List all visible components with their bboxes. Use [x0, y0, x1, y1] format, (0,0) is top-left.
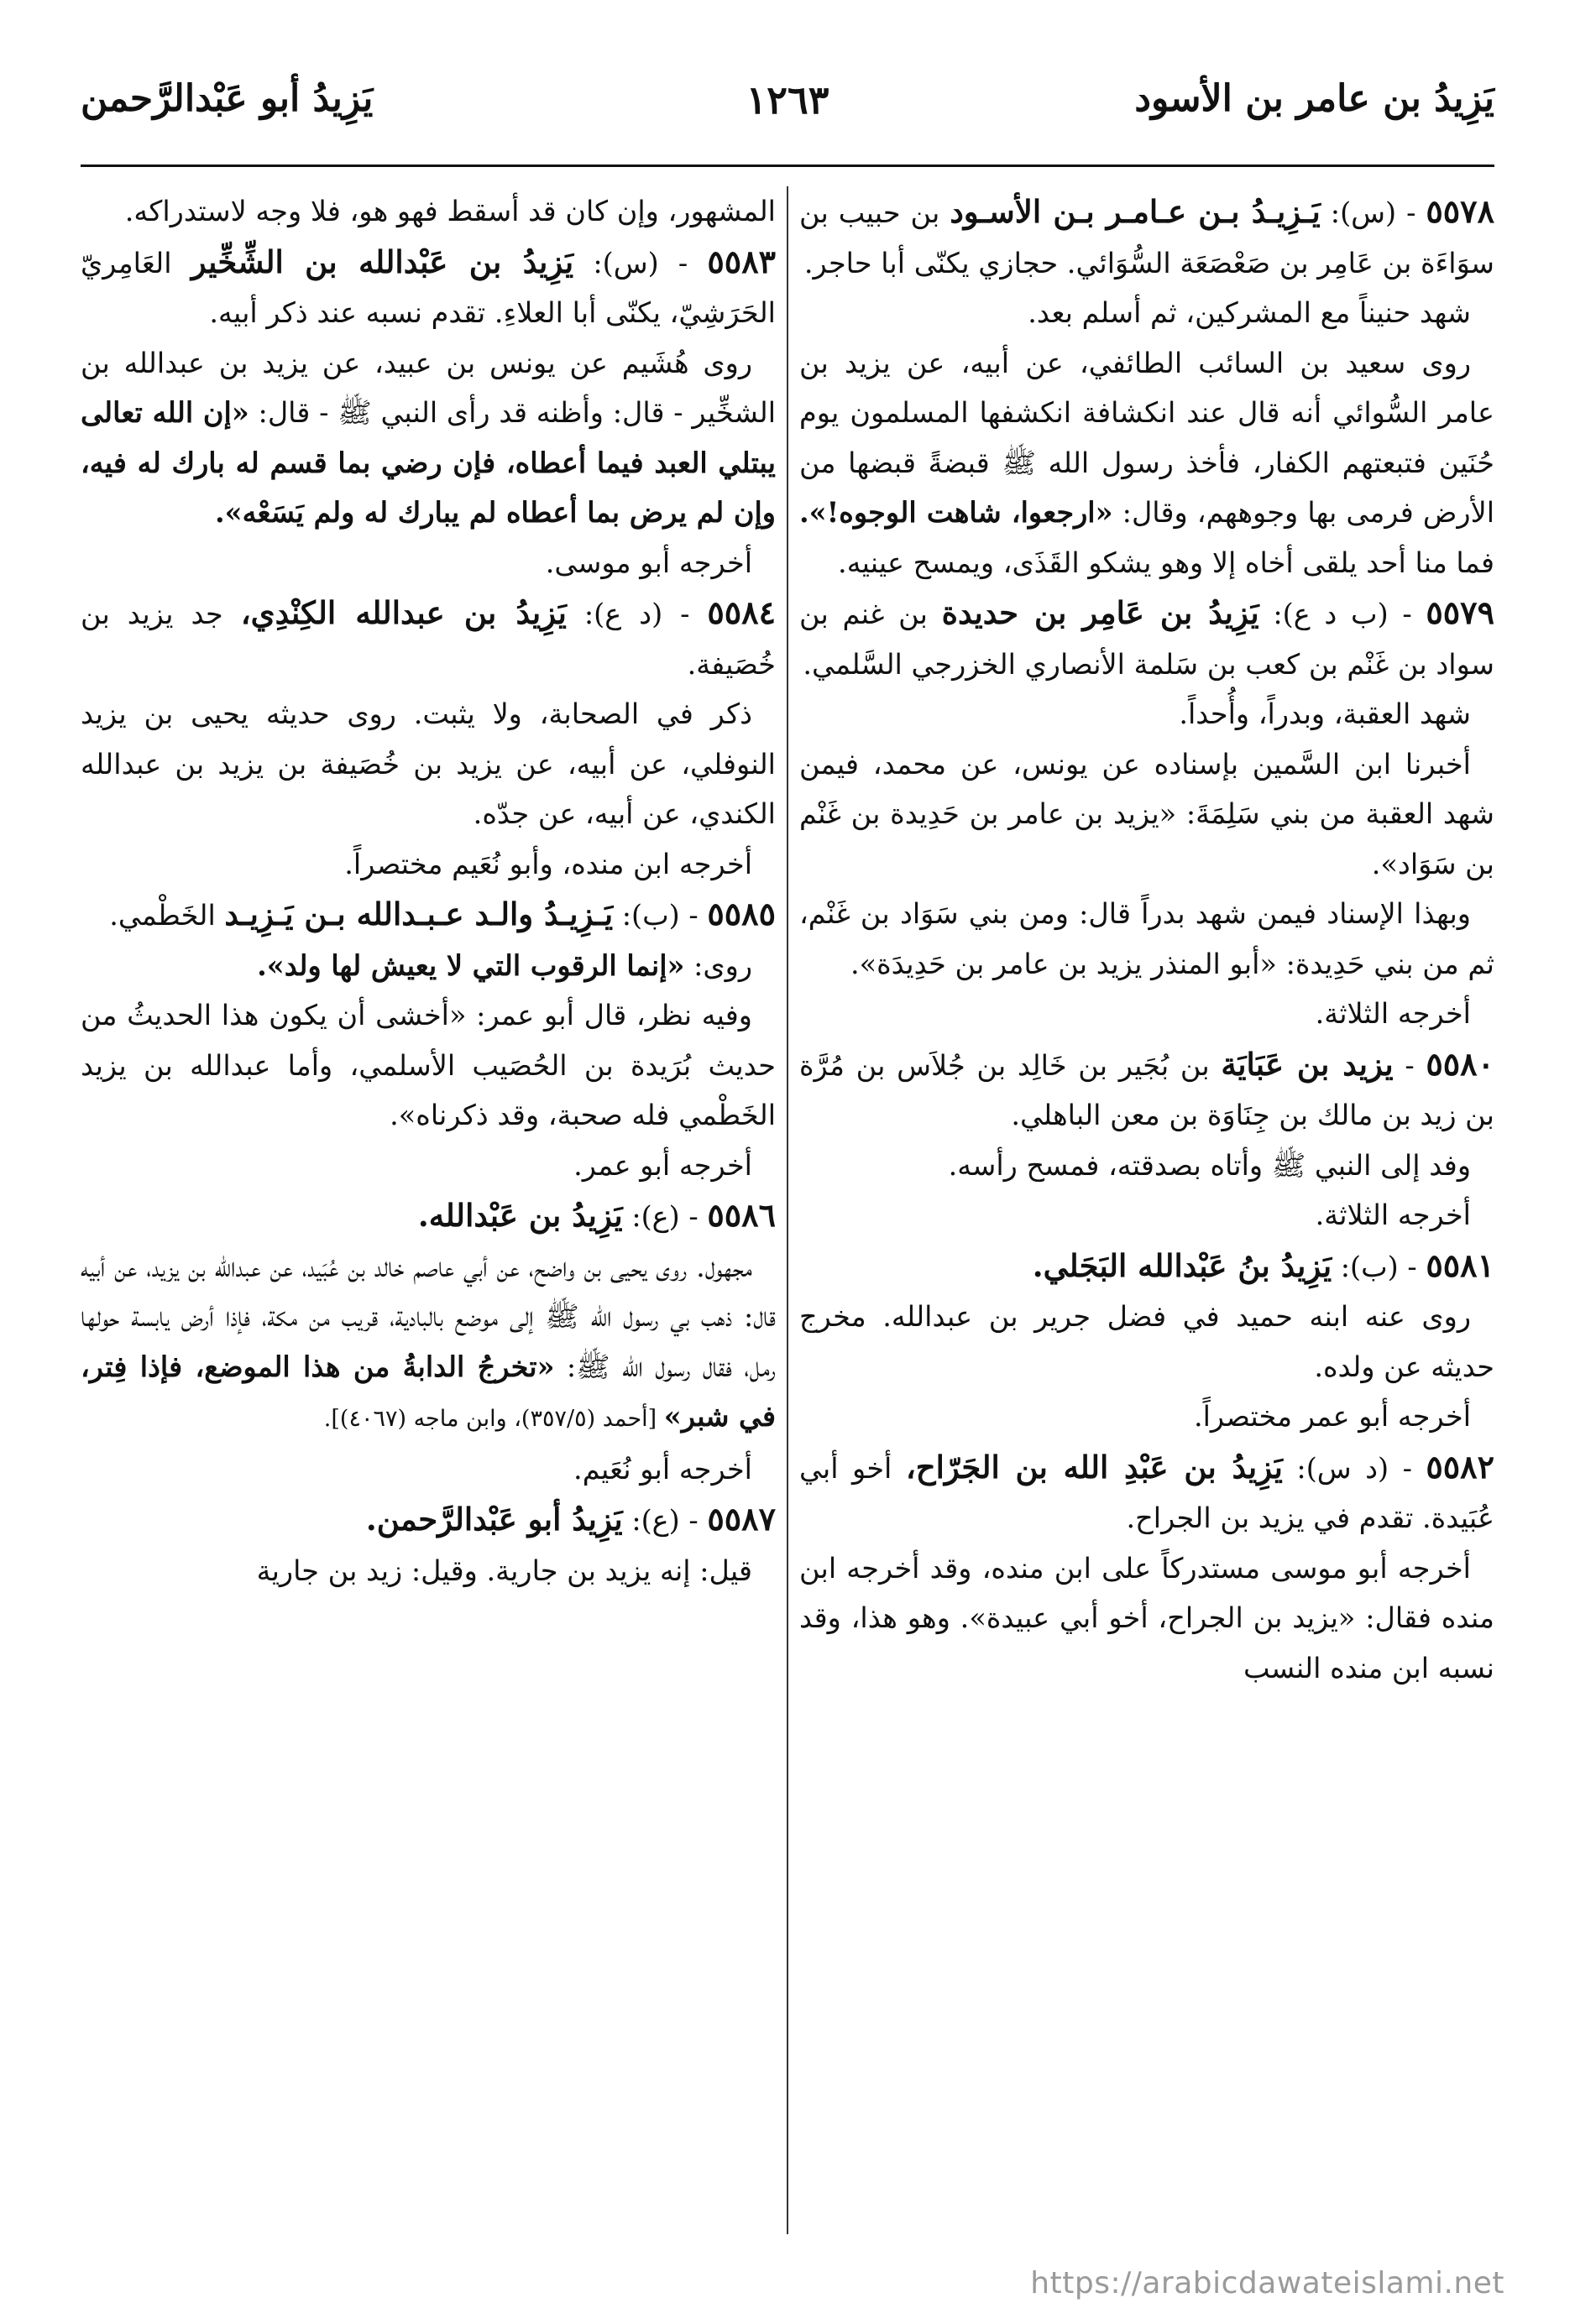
entry-number: ٥٥٨١: [1426, 1246, 1494, 1284]
paragraph: أخرجه ابن منده، وأبو نُعَيم مختصراً.: [344, 847, 752, 880]
entry-name: يَزِيدُ بنُ عَبْدالله البَجَلي.: [1032, 1246, 1332, 1284]
entry-tag: - (د ع):: [566, 598, 708, 630]
entry-lineage: بن حبيب بن سوَاءَة بن عَامِر بن صَعْصَعَة السُّوَائي. حجازي يكنّى أبا حاجر.: [799, 196, 1494, 279]
entry-name: يَزِيدُ بن عَبْدالله بن الشِّخِّير: [191, 243, 574, 280]
entry-tag: - (د س):: [1282, 1451, 1426, 1485]
entry-number: ٥٥٨٦: [707, 1196, 776, 1234]
entry-tag: - (ع):: [622, 1504, 708, 1537]
entry-5585: [81, 889, 776, 941]
entry-lineage: العَامِريّ الحَرَشِيّ، يكنّى أبا العلاءِ. تقدم نسبه عند ذكر أبيه.: [81, 246, 776, 329]
header-rule: [81, 165, 1494, 167]
entry-name: يَـزِيـدُ بـن عـامـر بـن الأسـود: [950, 193, 1321, 230]
narration-text: فما منا أحد يلقى أخاه إلا وهو يشكو القَذَى، ويمسح عينيه.: [838, 546, 1494, 579]
left-column: [81, 186, 776, 2234]
entry-5580: [799, 1039, 1494, 1141]
entry-lineage: بن غنم بن سواد بن غَنْم بن كعب بن سَلمة الأنصاري الخزرجي السَّلمي.: [799, 598, 1494, 681]
paragraph: قيل: إنه يزيد بن جارية. وقيل: زيد بن جارية: [256, 1554, 752, 1587]
entry-name: يزيد بن عَبَايَة: [1221, 1045, 1394, 1083]
entry-name: يَزِيدُ بن عَبْدِ الله بن الجَرّاح،: [905, 1448, 1283, 1486]
right-column: [799, 186, 1494, 2234]
entry-tag: - (ب د ع):: [1258, 598, 1426, 630]
column-divider: [787, 186, 788, 2234]
narration-text: مجهول. روى يحيى بن واضح، عن أبي عاصم خالد بن عُبَيد، عن عبدالله بن يزيد، عن أبيه قال: ذهب بي رسول الله ﷺ إلى موضع بالبادية، قريب من مكة، فإذا أرض يابسة حولها رمل، فقال رسول الله ﷺ:: [81, 1250, 776, 1383]
narration-text: روى هُشَيم عن يونس بن عبيد، عن يزيد بن عبدالله بن الشخِّير - قال: وأظنه قد رأى النبي ﷺ - قال:: [81, 346, 776, 429]
entry-5587: [81, 1494, 776, 1546]
entry-tag: - (س):: [573, 246, 708, 279]
entry-lineage: الخَطْمي.: [109, 899, 225, 932]
running-title-left: يَزِيدُ أبو عَبْدالرَّحمن: [81, 77, 374, 120]
entry-tag: - (ب):: [613, 899, 708, 932]
paragraph: شهد حنيناً مع المشركين، ثم أسلم بعد.: [1028, 296, 1471, 329]
paragraph: شهد العقبة، وبدراً، وأُحداً.: [1179, 697, 1471, 730]
entry-lineage: أخو أبي عُبَيدة. تقدم في يزيد بن الجراح.: [799, 1451, 1494, 1534]
entry-number: ٥٥٧٨: [1426, 192, 1494, 230]
entry-5582: [799, 1442, 1494, 1543]
entry-number: ٥٥٨٧: [707, 1500, 776, 1538]
entry-number: ٥٥٨٣: [707, 242, 776, 280]
paragraph: أخرجه الثلاثة.: [1315, 997, 1471, 1030]
entry-tag: -: [1393, 1048, 1426, 1082]
entry-5583: [81, 237, 776, 338]
paragraph: [81, 1242, 776, 1444]
entry-name: يَزِيدُ بن عبدالله الكِنْدِي،: [240, 594, 567, 631]
narration-text: روى:: [684, 948, 752, 982]
narration-text: روى سعيد بن السائب الطائفي، عن أبيه، عن يزيد بن عامر السُّوائي أنه قال عند انكشافة انكشفها المسلمون يوم حُنَين فتبعتهم الكفار، فأخذ رسول الله ﷺ قبضةً قبضها من الأرض فرمى بها وجوههم، وقال:: [799, 346, 1494, 529]
entry-5586: [81, 1190, 776, 1242]
continued-text: المشهور، وإن كان قد أسقط فهو هو، فلا وجه لاستدراكه.: [124, 195, 776, 227]
entry-name: يَزِيدُ بن عَبْدالله.: [417, 1197, 623, 1234]
paragraph: أخرجه أبو موسى مستدركاً على ابن منده، وقد أخرجه ابن منده فقال: «يزيد بن الجراح، أخو أبي عبيدة». وهو هذا، وقد نسبه ابن منده النسب: [799, 1551, 1494, 1684]
paragraph: [81, 338, 776, 538]
entry-number: ٥٥٨٠: [1426, 1044, 1494, 1083]
paragraph: روى عنه ابنه حميد في فضل جرير بن عبدالله. مخرج حديثه عن ولده.: [799, 1300, 1494, 1383]
entry-number: ٥٥٨٢: [1426, 1447, 1494, 1486]
entry-name: يَـزِيـدُ والـد عـبـدالله بـن يَـزِيـد: [224, 896, 614, 932]
watermark-url: https://arabicdawateislami.net: [1030, 2266, 1504, 2300]
entry-number: ٥٥٧٩: [1426, 593, 1494, 631]
paragraph: أخرجه أبو موسى.: [545, 546, 752, 579]
entry-tag: - (ع):: [622, 1200, 708, 1233]
paragraph: أخرجه أبو نُعَيم.: [573, 1452, 752, 1486]
entry-5581: [799, 1240, 1494, 1293]
hadith-text: «إن الله تعالى يبتلي العبد فيما أعطاه، فإن رضي بما قسم له بارك له فيه، وإن لم يرض بما أعطاه لم يبارك له ولم يَسَعْه».: [81, 396, 776, 529]
paragraph: أخرجه أبو عمر مختصراً.: [1193, 1400, 1471, 1433]
entry-lineage: بن بُجَير بن خَالِد بن جُلاَس بن مُرَّة بن زيد بن مالك بن جِنَاوَة بن معن الباهلي.: [799, 1048, 1494, 1131]
paragraph: [799, 338, 1494, 588]
page-number: ١٢٦٣: [746, 77, 829, 123]
paragraph: وفد إلى النبي ﷺ وأتاه بصدقته، فمسح رأسه.: [948, 1148, 1471, 1182]
entry-5578: [799, 186, 1494, 288]
hadith-text: «إنما الرقوب التي لا يعيش لها ولد».: [257, 948, 685, 982]
citation-text: [أحمد (٣٥٧/٥)، وابن ماجه (٤٠٦٧)].: [323, 1406, 664, 1432]
running-title-right: يَزِيدُ بن عامر بن الأسود: [1134, 77, 1494, 120]
page-header: [81, 69, 1494, 149]
paragraph: وبهذا الإسناد فيمن شهد بدراً قال: ومن بني سَوَاد بن غَنْم، ثم من بني حَدِيدة: «أبو المنذر يزيد بن عامر بن حَدِيدَة».: [799, 897, 1494, 980]
entry-number: ٥٥٨٥: [707, 895, 776, 932]
entry-number: ٥٥٨٤: [707, 593, 776, 631]
hadith-text: «تخرجُ الدابةُ من هذا الموضع، فإذا فِتر، في شبر»: [81, 1350, 776, 1433]
paragraph: [81, 941, 776, 991]
paragraph: ذكر في الصحابة، ولا يثبت. روى حديثه يحيى بن يزيد النوفلي، عن أبيه، عن يزيد بن خُصَيفة بن يزيد بن عبدالله الكندي، عن أبيه، عن جدّه.: [81, 697, 776, 830]
entry-tag: - (س):: [1320, 196, 1426, 229]
entry-lineage: جد يزيد بن خُصَيفة.: [81, 598, 776, 681]
paragraph: وفيه نظر، قال أبو عمر: «أخشى أن يكون هذا الحديثُ من حديث بُرَيدة بن الحُصَيب الأسلمي، وأما عبدالله بن يزيد الخَطْمي فله صحبة، وقد ذكرناه».: [81, 999, 776, 1131]
entry-tag: - (ب):: [1332, 1250, 1426, 1283]
entry-5584: [81, 588, 776, 689]
entry-name: يَزِيدُ بن عَامِر بن حديدة: [941, 594, 1259, 631]
entry-name: يَزِيدُ أبو عَبْدالرَّحمن.: [365, 1501, 623, 1538]
hadith-text: «ارجعوا، شاهت الوجوه!».: [799, 496, 1113, 529]
paragraph: أخرجه أبو عمر.: [573, 1148, 752, 1182]
paragraph: أخبرنا ابن السَّمين بإسناده عن يونس، عن محمد، فيمن شهد العقبة من بني سَلِمَةَ: «يزيد بن عامر بن حَدِيدة بن غَنْم بن سَوَاد».: [799, 747, 1494, 880]
entry-5579: [799, 588, 1494, 689]
paragraph: أخرجه الثلاثة.: [1315, 1199, 1471, 1231]
